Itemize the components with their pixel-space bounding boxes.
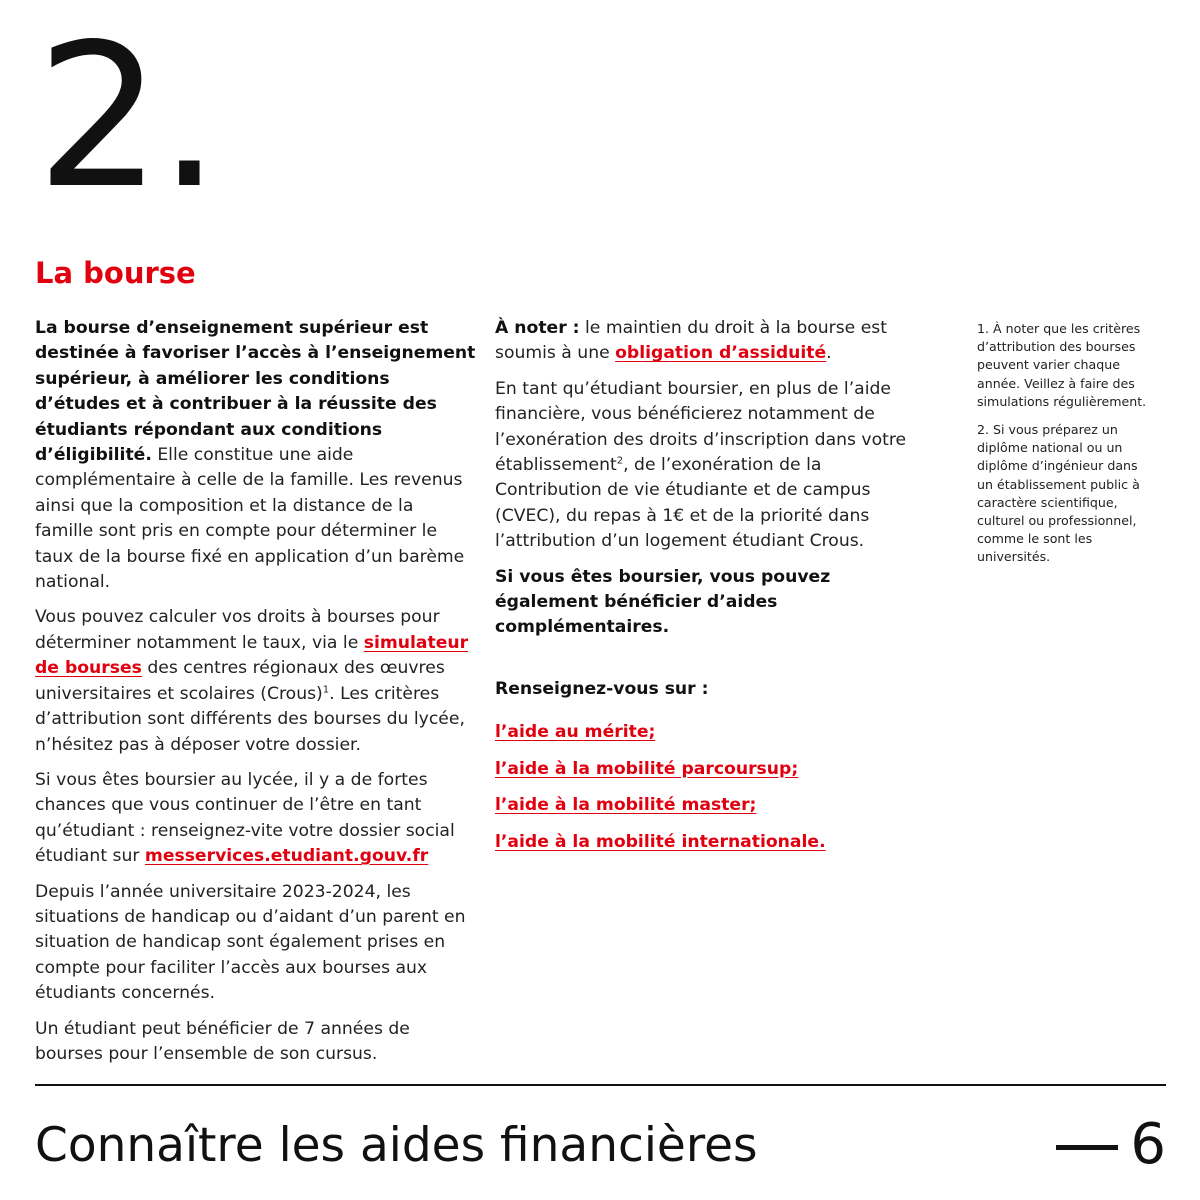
footer-title: Connaître les aides financières (35, 1118, 758, 1173)
note-label: À noter : (495, 318, 580, 338)
note-paragraph (495, 316, 910, 367)
benefits-text-end: , de l’exonération de la Contribution de vie étudiante et de campus (CVEC), du repas à 1€ et de la priorité dans l’attribution d’un logement étudiant Crous. (495, 455, 871, 552)
benefits-paragraph (495, 377, 910, 555)
footnote-2: 2. Si vous préparez un diplôme national ou un diplôme d’ingénieur dans un établissement public à caractère scientifique, culturel ou professionnel, comme le sont les universités. (977, 422, 1140, 565)
chapter-number: 2. (36, 1, 217, 232)
page-dash (1056, 1145, 1118, 1150)
aid-merit-link[interactable]: l’aide au mérite; (495, 722, 656, 743)
messervices-link[interactable]: messervices.etudiant.gouv.fr (144, 846, 429, 867)
note-end: . (826, 343, 832, 364)
aid-parcoursup-link[interactable]: l’aide à la mobilité parcoursup; (495, 758, 799, 779)
footnote-ref-2: 2 (616, 455, 624, 467)
section-title: La bourse (35, 256, 196, 290)
middle-column (495, 316, 910, 866)
page-number-value: 6 (1130, 1112, 1166, 1177)
complementary-text: Si vous êtes boursier, vous pouvez également bénéficier d’aides complémentaires. (495, 566, 831, 638)
footnote-1: 1. À noter que les critères d’attribution des bourses peuvent varier chaque année. Veillez à faire des simulations régulièrement. (977, 321, 1147, 409)
lycee-text: Si vous êtes boursier au lycée, il y a de fortes chances que vous continuer de l’être en tant qu’étudiant : renseignez-vite votre dossier social étudiant sur (35, 769, 455, 867)
handicap-paragraph: Depuis l’année universitaire 2023-2024, les situations de handicap ou d’aidant d’un parent en situation de handicap sont également prises en compte pour faciliter l’accès aux bourses aux étudiants concernés. (35, 881, 466, 1004)
intro-bold-text: La bourse d’enseignement supérieur est destinée à favoriser l’accès à l’enseignement supérieur, à améliorer les conditions d’études et à contribuer à la réussite des étudiants répondant aux conditions d’éligibilité. (35, 318, 476, 466)
footnote-ref-1: 1 (322, 683, 330, 695)
assiduite-link[interactable]: obligation d’assiduité (615, 343, 827, 364)
simulator-link[interactable]: simulateur de bourses (35, 632, 469, 679)
left-column (35, 316, 477, 1077)
benefits-text: En tant qu’étudiant boursier, en plus de l’aide financière, vous bénéficierez notamment de l’exonération des droits d’inscription dans votre établissement (495, 378, 907, 476)
footer-divider (35, 1084, 1166, 1086)
intro-paragraph (35, 316, 477, 595)
info-label-paragraph (495, 677, 910, 702)
crous-text: des centres régionaux des œuvres universitaires et scolaires (Crous) (35, 658, 445, 704)
simulator-text: Vous pouvez calculer vos droits à bourses pour déterminer notamment le taux, via le (35, 607, 440, 653)
criteria-text: . Les critères d’attribution sont différents des bourses du lycée, n’hésitez pas à déposer votre dossier. (35, 683, 465, 755)
info-label: Renseignez-vous sur : (495, 678, 709, 699)
aid-master-link[interactable]: l’aide à la mobilité master; (495, 795, 757, 816)
note-text: le maintien du droit à la bourse est soumis à une (495, 318, 887, 364)
page-number (1056, 1114, 1166, 1176)
aid-international-link[interactable]: l’aide à la mobilité internationale. (495, 831, 826, 852)
complementary-paragraph (495, 565, 910, 641)
simulator-paragraph (35, 605, 477, 757)
footnotes-column (977, 320, 1157, 577)
years-paragraph: Un étudiant peut bénéficier de 7 années de bourses pour l’ensemble de son cursus. (35, 1018, 410, 1064)
intro-text: Elle constitue une aide complémentaire à celle de la famille. Les revenus ainsi que la composition et la distance de la famille sont pris en compte pour déterminer le taux de la bourse fixé en application d’un barème national. (35, 445, 465, 593)
lycee-paragraph (35, 768, 477, 870)
